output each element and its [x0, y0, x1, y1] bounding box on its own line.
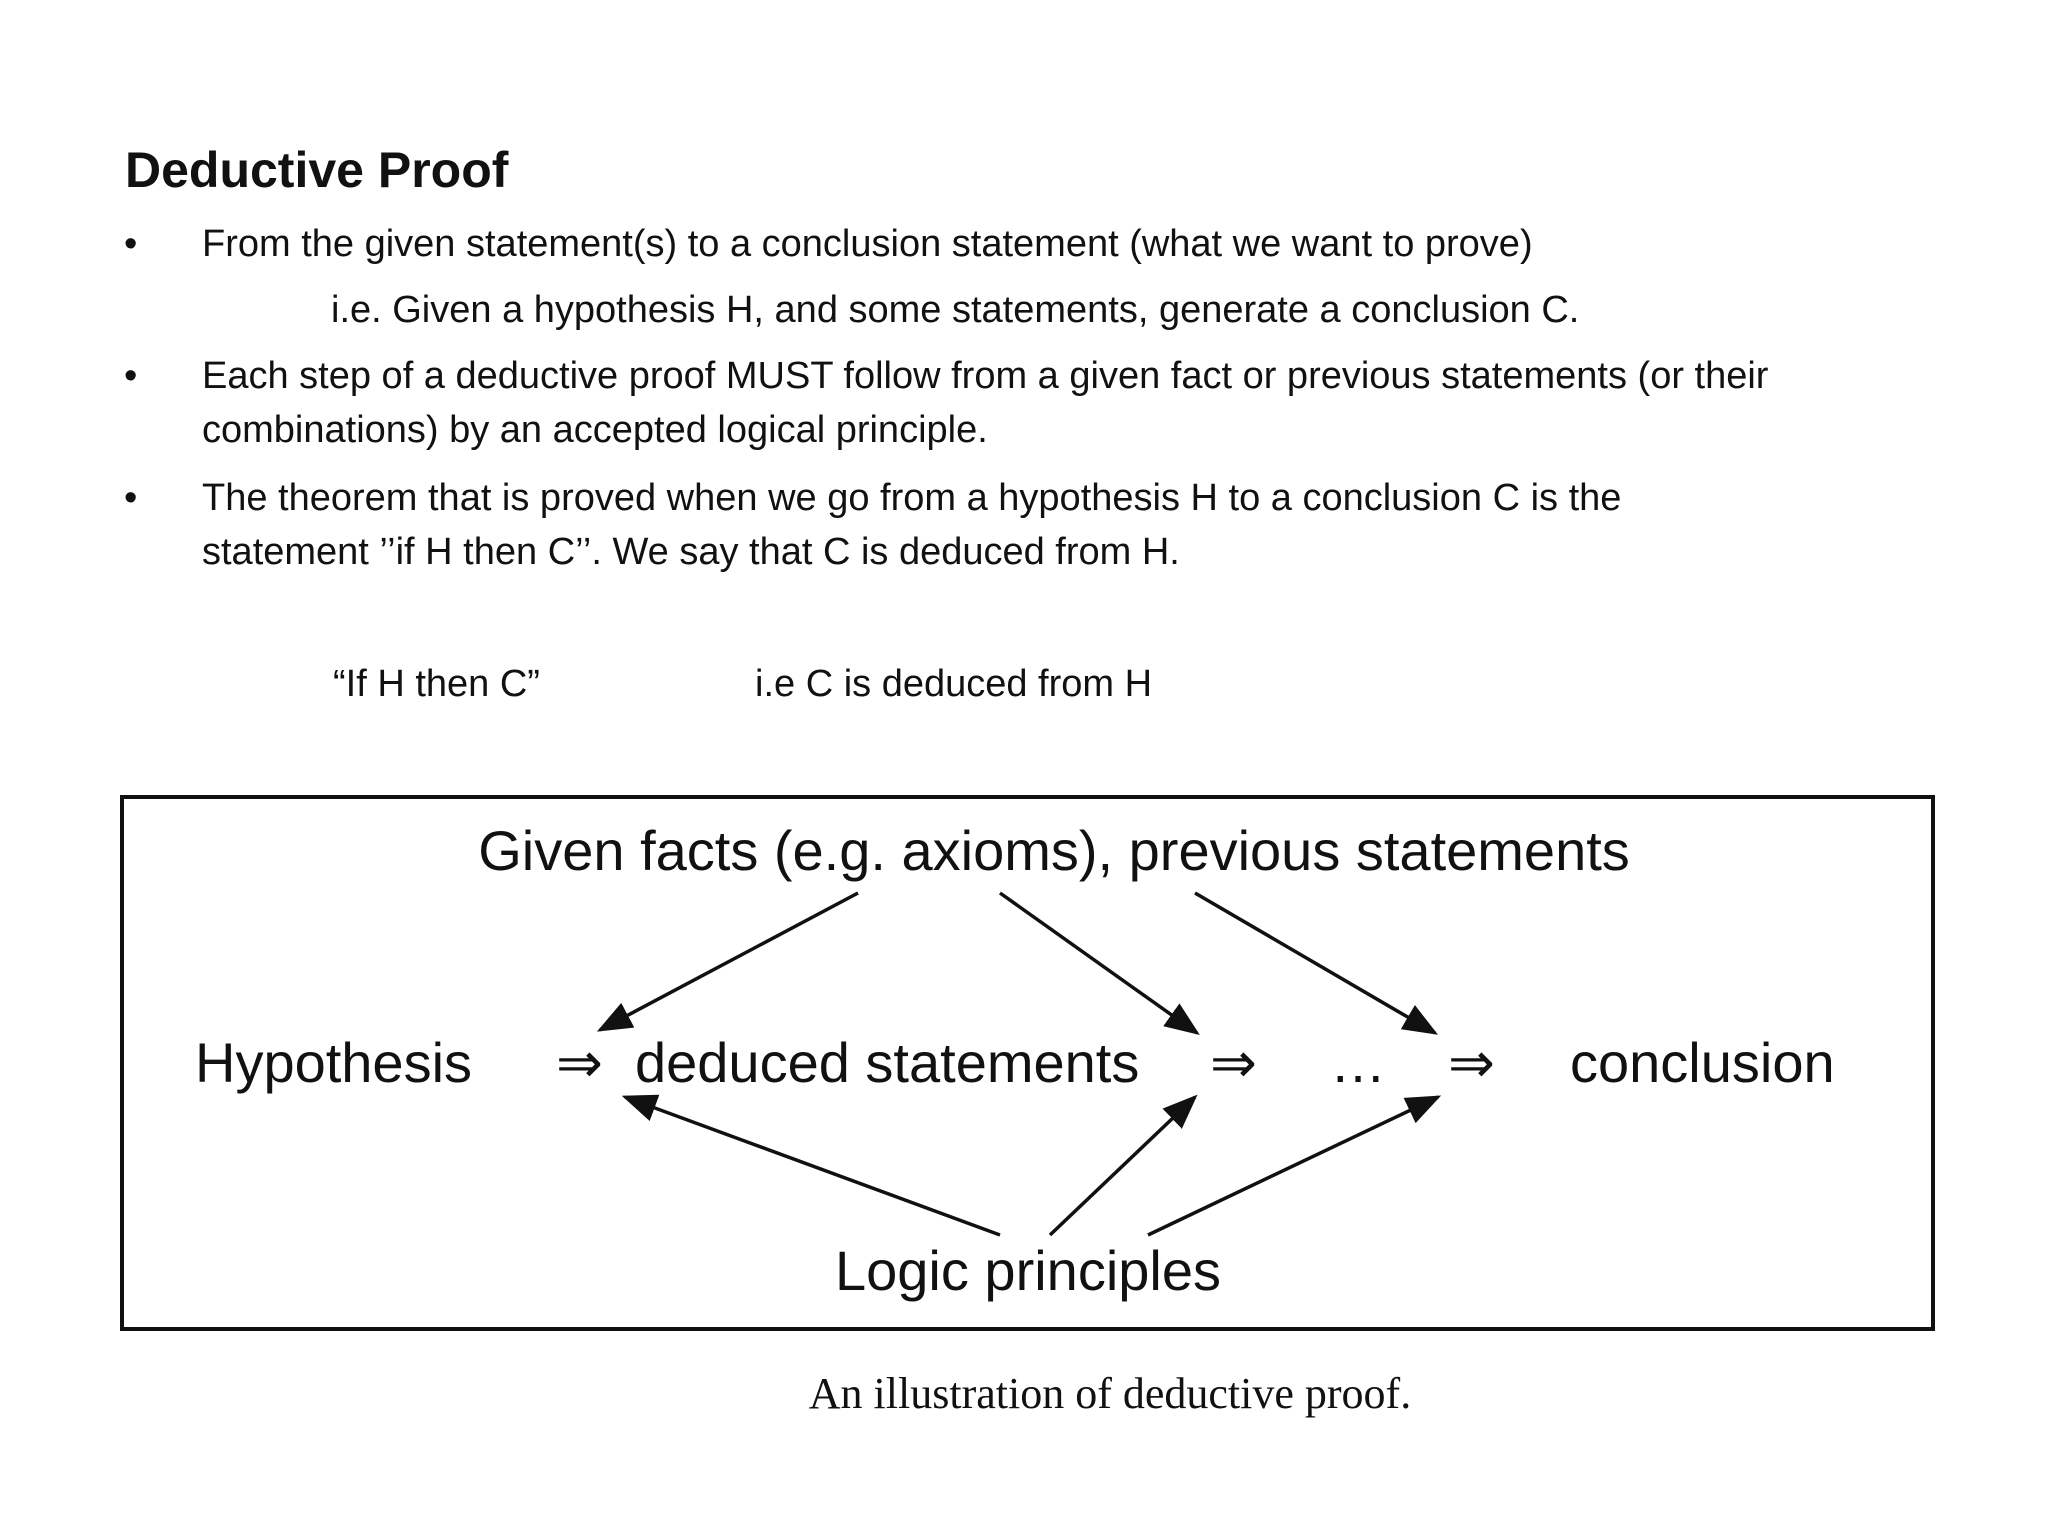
formula-if-h-then-c: “If H then C” — [333, 663, 540, 705]
arrow-bottom-to-deduced — [1050, 1097, 1195, 1235]
bullet-marker-2: • — [124, 355, 138, 397]
bullet-1-subtext: i.e. Given a hypothesis H, and some statements, generate a conclusion C. — [331, 289, 1580, 331]
arrow-bottom-to-ellipsis — [1148, 1097, 1438, 1235]
bullet-marker-1: • — [124, 223, 138, 265]
diagram-deduced-statements-label: deduced statements — [635, 1031, 1140, 1094]
arrow-top-to-hypothesis — [600, 893, 858, 1030]
implies-arrow-2: ⇒ — [1210, 1031, 1257, 1094]
formula-deduced-from-h: i.e C is deduced from H — [755, 663, 1153, 705]
diagram-top-label: Given facts (e.g. axioms), previous statements — [478, 819, 1630, 882]
arrow-bottom-to-hypothesis — [625, 1097, 1000, 1235]
slide-title: Deductive Proof — [125, 142, 509, 198]
diagram-caption: An illustration of deductive proof. — [808, 1369, 1412, 1418]
diagram-hypothesis-label: Hypothesis — [195, 1031, 473, 1094]
bullet-2-text-line2: combinations) by an accepted logical principle. — [202, 409, 988, 451]
bullet-3-text-line1: The theorem that is proved when we go from a hypothesis H to a conclusion C is the — [202, 477, 1622, 519]
bullet-1-text: From the given statement(s) to a conclusion statement (what we want to prove) — [202, 223, 1533, 265]
implies-arrow-3: ⇒ — [1448, 1031, 1495, 1094]
diagram-conclusion-label: conclusion — [1570, 1031, 1835, 1094]
implies-arrow-1: ⇒ — [556, 1031, 603, 1094]
bullet-2-text-line1: Each step of a deductive proof MUST follow from a given fact or previous statements (or their — [202, 355, 1769, 397]
diagram-bottom-label: Logic principles — [835, 1239, 1221, 1302]
arrow-top-to-deduced — [1000, 893, 1197, 1033]
bullet-marker-3: • — [124, 477, 138, 519]
diagram-ellipsis: … — [1330, 1031, 1386, 1094]
bullet-3-text-line2: statement ’’if H then C’’. We say that C is deduced from H. — [202, 531, 1180, 573]
arrow-top-to-ellipsis — [1195, 893, 1435, 1033]
